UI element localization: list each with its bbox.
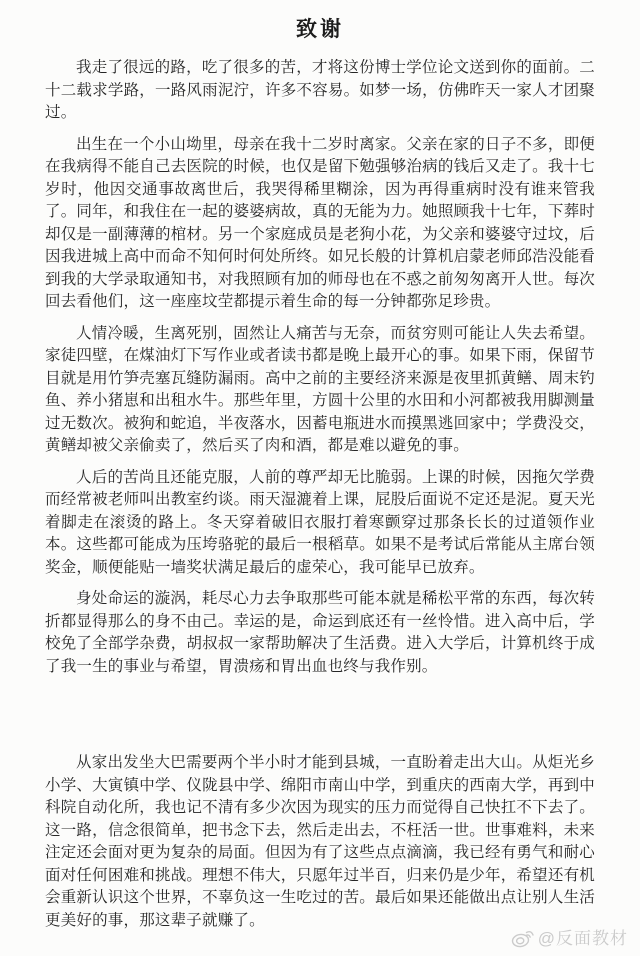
paragraph-6: 从家出发坐大巴需要两个半小时才能到县城，一直盼着走出大山。从炬光乡小学、大寅镇中学、仪陇县中学、绵阳市南山中学，到重庆的西南大学，再到中科院自动化所，我也记不清有多少次因为现实的压力而觉得自己快扛不下去了。这一路，信念很简单，把书念下去，然后走出去，不枉活一世。世事难料，未来注定还会面对更为复杂的局面。但因为有了这些点点滴滴，我已经有勇气和耐心面对任何困难和挑战。理想不伟大，只愿年过半百，归来仍是少年，希望还有机会重新认识这个世界，不辜负这一生吃过的苦。最后如果还能做出点让别人生活更美好的事，那这辈子就赚了。 — [45, 754, 595, 929]
paragraph-1: 我走了很远的路，吃了很多的苦，才将这份博士学位论文送到你的面前。二十二载求学路，一路风雨泥泞，许多不容易。如梦一场，仿佛昨天一家人才团聚过。 — [45, 59, 595, 121]
paragraph-3: 人情冷暖，生离死别，固然让人痛苦与无奈，而贫穷则可能让人失去希望。家徒四壁，在煤油灯下写作业或者读书都是晚上最开心的事。如果下雨，保留节目就是用竹笋壳塞瓦缝防漏雨。高中之前的主要经济来源是夜里抓黄鳝、周末钓鱼、养小猪崽和出租水牛。那些年里，方圆十公里的水田和小河都被我用脚测量过无数次。被狗和蛇追，半夜落水，因蓄电瓶进水而摸黑逃回家中；学费没交，黄鳝却被父亲偷卖了，然后买了肉和酒，都是难以避免的事。 — [45, 324, 595, 454]
paragraph-2: 出生在一个小山坳里，母亲在我十二岁时离家。父亲在家的日子不多，即便在我病得不能自己去医院的时候，也仅是留下勉强够治病的钱后又走了。我十七岁时，他因交通事故离世后，我哭得稀里糊涂，因为再得重病时没有谁来管我了。同年，和我住在一起的婆婆病故，真的无能为力。她照顾我十七年，下葬时却仅是一副薄薄的棺材。另一个家庭成员是老狗小花，为父亲和婆婆守过坟，后因我进城上高中而命不知何时何处所终。如兄长般的计算机启蒙老师邱浩没能看到我的大学录取通知书，对我照顾有加的师母也在不惑之前匆匆离开人世。每次回去看他们，这一座座坟茔都提示着生命的每一分钟都弥足珍贵。 — [45, 135, 595, 310]
watermark — [511, 924, 628, 949]
paragraph-5: 身处命运的漩涡，耗尽心力去争取那些可能本就是稀松平常的东西，每次转折都显得那么的身不由己。幸运的是，命运到底还有一丝怜惜。进入高中后，学校免了全部学杂费，胡叔叔一家帮助解决了生活费。进入大学后，计算机终于成了我一生的事业与希望，胃溃疡和胃出血也终与我作别。 — [45, 590, 595, 675]
weibo-logo-icon — [511, 926, 535, 948]
page-break-gap — [45, 687, 595, 752]
paragraph-4: 人后的苦尚且还能克服，人前的尊严却无比脆弱。上课的时候，因拖欠学费而经常被老师叫出教室约谈。雨天湿漉着上课，屁股后面说不定还是泥。夏天光着脚走在滚烫的路上。冬天穿着破旧衣服打着寒颤穿过那条长长的过道领作业本。这些都可能成为压垮骆驼的最后一根稻草。如果不是考试后常能从主席台领奖金，顺便能贴一墙奖状满足最后的虚荣心，我可能早已放弃。 — [45, 468, 595, 576]
watermark-handle: @反面教材 — [537, 929, 628, 948]
page-title: 致谢 — [296, 17, 344, 41]
